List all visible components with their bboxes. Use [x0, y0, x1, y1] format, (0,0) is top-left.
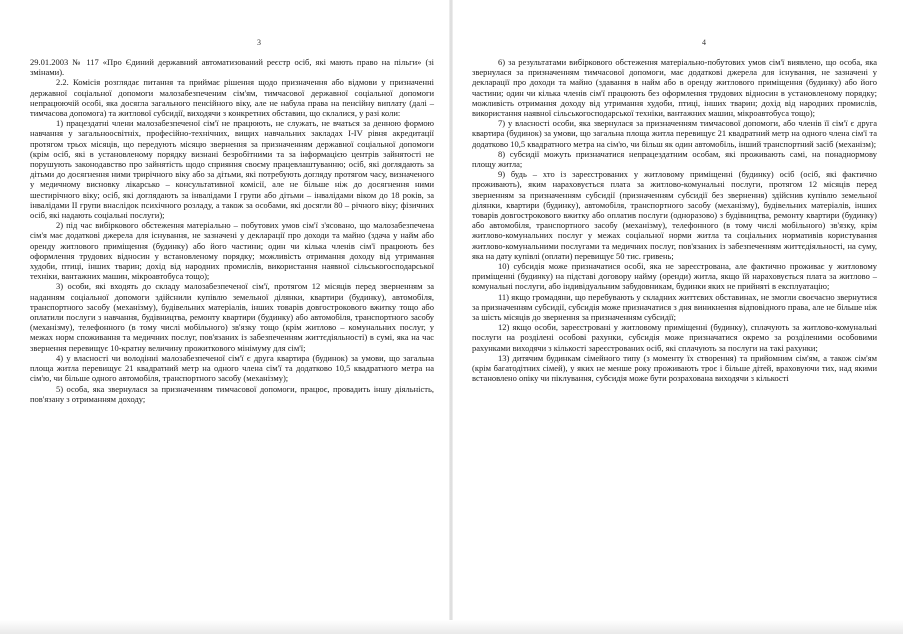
paragraph: 5) особа, яка звернулася за призначенням тимчасової допомоги, працює, провадить іншу діяльність, пов'язану з отриманням доходу; — [30, 383, 434, 404]
paragraph: 1) працездатні члени малозабезпеченої сім'ї не працюють, не служать, не вчаться за денною формою навчання у загальноосвітніх, професійно-технічних, вищих навчальних закладах I-IV рівня акредитації протягом трьох місяців, що передують місяцю звернення за призначенням державної соціальної допомоги (крім осіб, які в установленому порядку визнані безробітними та за інформацією центрів зайнятості не порушують законодавство про зайнятість щодо сприяння своєму працевлаштуванню; осіб, які доглядають за дітьми до досягнення ними трирічного віку або за дітьми, які потребують догляду протягом часу, визначеного у медичному висновку лікарсько – консультативної комісії, але не більше ніж до досягнення ними шестирічного віку; осіб, які доглядають за інвалідами I групи або дітьми – інвалідами віком до 18 років, за інвалідами II групи внаслідок психічного розладу, а також за особами, які досягли 80 – річного віку; фізичних осіб, які надають соціальні послуги); — [30, 118, 434, 221]
paragraph: 7) у власності особи, яка звернулася за призначенням тимчасової допомоги, або членів її сім'ї є друга квартира (будинок) за умови, що загальна площа житла перевищує 21 квадратний метр на одного члена сім'ї та додатково 10,5 квадратного метра на сім'ю, чи більш як один автомобіль, інший транспортний засіб (механізм); — [472, 118, 877, 149]
paragraph: 10) субсидія може призначатися особі, яка не зареєстрована, але фактично проживає у житловому приміщенні (будинку) на підставі договору найму (оренди) житла, якщо їй нараховується плата за житлово – комунальні послуги, або індивідуальним забудовникам, будинки яких не прийняті в експлуатацію; — [472, 261, 877, 292]
paragraph: 2) під час вибіркового обстеження матеріально – побутових умов сім'ї з'ясовано, що малозабезпечена сім'я має додаткові джерела для існування, не зазначені у декларації про доходи та майно (здача у найм або оренду житлового приміщення (будинку) або його частини; один чи кілька членів сім'ї працюють без оформлення трудових відносин у встановленому порядку; можливість отримання доходу від утримання худоби, птиці, інших тварин; дохід від народних промислів, використання наявної сільськогосподарської техніки, вантажних машин, мікроавтобуса тощо); — [30, 220, 434, 282]
page-number-left: 3 — [257, 38, 261, 47]
book-gutter — [449, 0, 453, 634]
paragraph: 13) дитячим будинкам сімейного типу (з моменту їх створення) та прийомним сім'ям, а також сім'ям (крім багатодітних сімей), у яких не менше року проживають троє і більше дітей, враховуючи тих, над якими встановлено опіку чи піклування, субсидія може бути розрахована виходячи з кількості — [472, 352, 877, 384]
paragraph: 12) якщо особи, зареєстровані у житловому приміщенні (будинку), сплачують за житлово-комунальні послуги на розділені особові рахунки, субсидія може призначатися окремо за розділеними особовими рахунками виходячи з кількості зареєстрованих осіб, які сплачують за послуги на такі рахунки; — [472, 322, 877, 353]
paragraph: 2.2. Комісія розглядає питання та приймає рішення щодо призначення або відмови у призначенні державної соціальної допомоги малозабезпеченим сім'ям, тимчасової державної соціальної допомоги непрацюючій особі, яка досягла загального пенсійного віку, але не набула права на пенсійну виплату (далі – тимчасова допомога) та житлової субсидії, виходячи з конкретних обставин, що склалися, у разі коли: — [30, 77, 434, 119]
paragraph: 4) у власності чи володінні малозабезпеченої сім'ї є друга квартира (будинок) за умови, що загальна площа житла перевищує 21 квадратний метр на одного члена сім'ї та додатково 10,5 квадратного метра на сім'ю, чи більше одного автомобіля, транспортного засобу (механізму); — [30, 352, 434, 384]
paragraph: 9) будь – хто із зареєстрованих у житловому приміщенні (будинку) осіб (осіб, які фактично проживають), яким нараховується плата за житлово-комунальні послуги, протягом 12 місяців перед зверненням за призначенням субсидії (призначенням субсидії без звернення) здійснив купівлю земельної ділянки, квартири (будинку), автомобіля, транспортного засобу (механізму), будівельних матеріалів, інших товарів довгострокового вжитку або оплатив послуги (одноразово) з будівництва, ремонту квартири (будинку) або автомобіля, транспортного засобу (механізму), телефонного (в тому числі мобільного) зв'язку, крім житлово-комунальних послуг у межах соціальної норми житла та соціальних нормативів користування житлово-комунальними послугами та медичних послуг, пов'язаних із забезпеченням життєдіяльності, на суму, яка на дату купівлі (оплати) перевищує 50 тис. гривень; — [472, 169, 877, 261]
paragraph: 8) субсидії можуть призначатися непрацездатним особам, які проживають самі, на понаднормову площу житла; — [472, 148, 877, 170]
right-page-text — [472, 57, 877, 384]
paragraph: 3) особи, які входять до складу малозабезпеченої сім'ї, протягом 12 місяців перед зверненням за наданням соціальної допомоги здійснили купівлю земельної ділянки, квартири (будинку), автомобіля, транспортного засобу (механізму), будівельних матеріалів, інших товарів довгострокового вжитку тощо або оплатили послуги з навчання, будівництва, ремонту квартири (будинку) або автомобіля, транспортного засобу (механізму), телефонного (в тому числі мобільного) зв'язку тощо (крім житлово – комунальних послуг, у межах норм споживання та медичних послуг, пов'язаних із забезпеченням життєдіяльності) в сумі, яка на час звернення перевищує 10-кратну величину прожиткового мінімуму для сім'ї; — [30, 281, 434, 353]
paragraph: 11) якщо громадяни, що перебувають у складних життєвих обставинах, не змогли своєчасно звернутися за призначенням субсидії, субсидія може призначатися з дня виникнення відповідного права, але не більше ніж за шість місяців до звернення за призначенням субсидії; — [472, 291, 877, 323]
left-page-text — [30, 57, 434, 404]
paragraph: 6) за результатами вибіркового обстеження матеріально-побутових умов сім'ї виявлено, що особа, яка звернулася за призначенням тимчасової допомоги, має додаткові джерела для існування, не зазначені у декларації про доходи та майно (здавання в найм або в оренду житлового приміщення (будинку) або його частини; один чи кілька членів сім'ї працюють без оформлення трудових відносин в установленому порядку; можливість отримання доходу від утримання худоби, птиці, інших тварин; дохід від народних промислів, використання наявної сільськогосподарської техніки, вантажних машин, мікроавтобуса тощо); — [472, 57, 877, 119]
page-number-right: 4 — [702, 38, 706, 47]
scan-bottom-shadow — [0, 620, 903, 634]
paragraph: 29.01.2003 № 117 «Про Єдиний державний автоматизований реєстр осіб, які мають право на пільги» (зі змінами). — [30, 57, 434, 78]
